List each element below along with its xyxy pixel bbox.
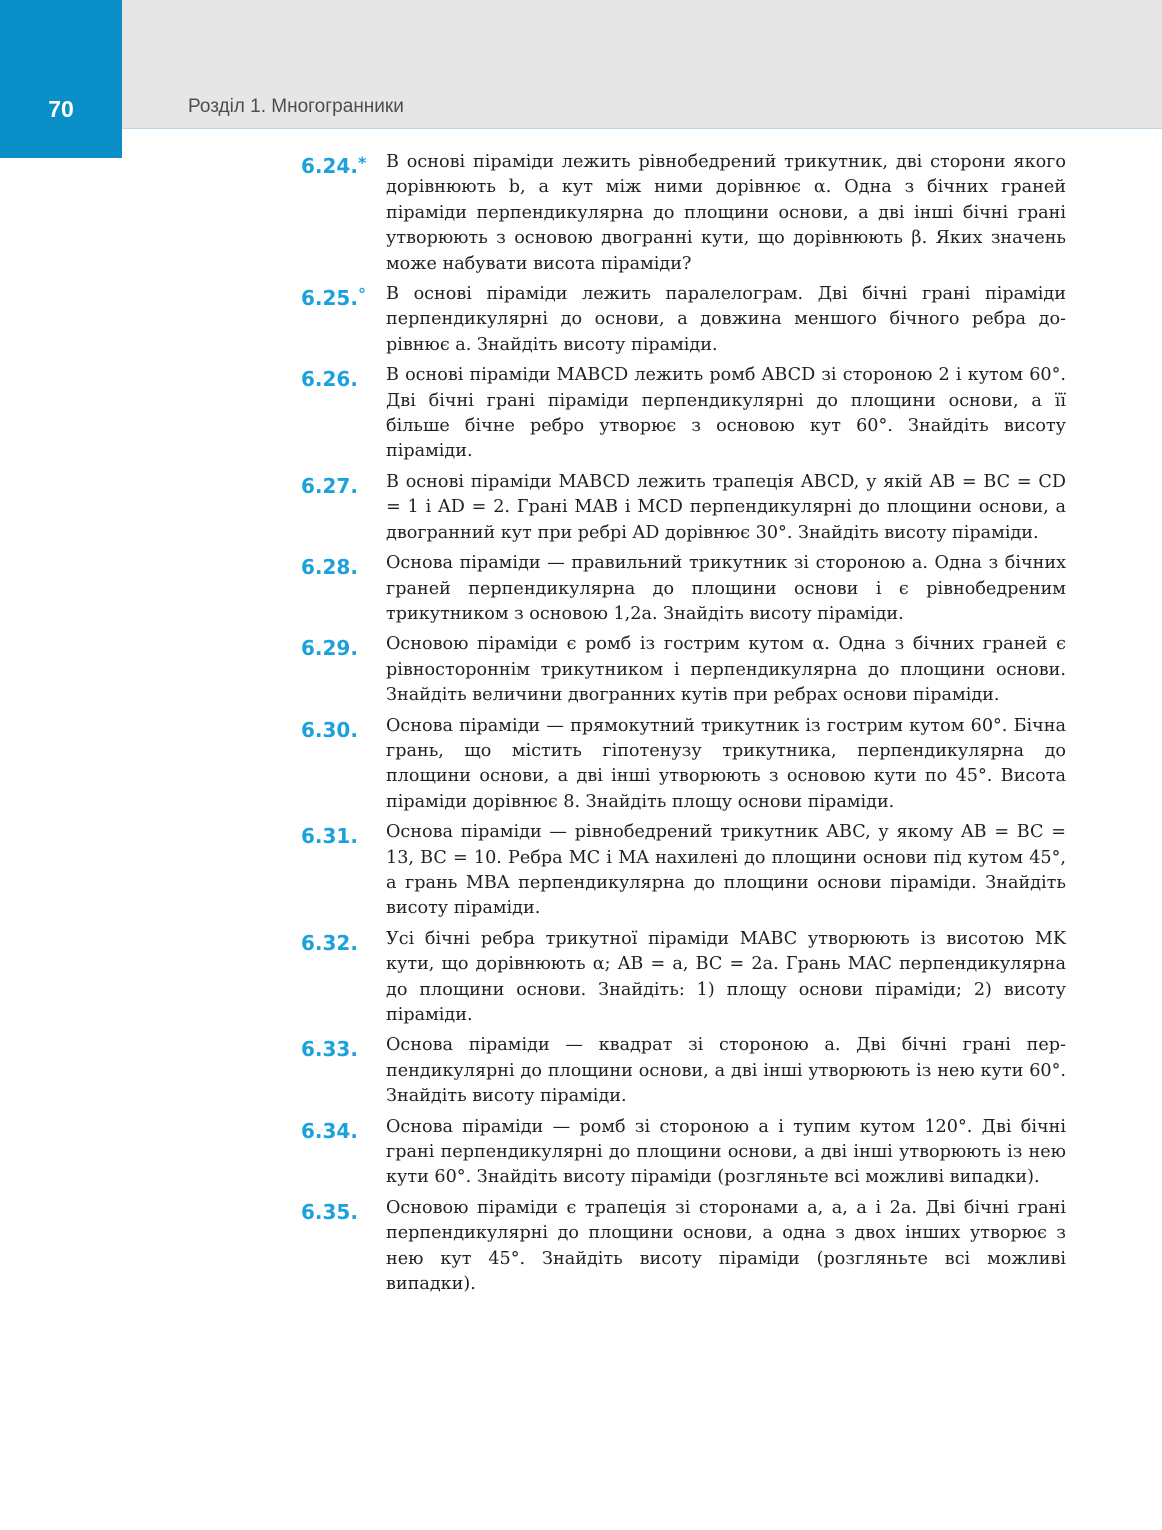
problem-number: 6.27. xyxy=(301,473,358,498)
problem-number: 6.34. xyxy=(301,1118,358,1143)
problem-text: Основою піраміди є трапеція зі сторонами a, a, a і 2a. Дві бічні грані перпендикулярні до площини основи, а одна з двох інших утворює з нею кут 45°. Знайдіть висоту піраміди (розгляньте всі можливі випадки). xyxy=(386,1197,1066,1295)
problem-6-25 xyxy=(0,282,1162,358)
problem-6-32 xyxy=(0,927,1162,1029)
problem-list xyxy=(0,150,1162,1302)
problem-text: Основою піраміди є ромб із гострим кутом α. Одна з бічних граней є рівностороннім трикутником і перпендикулярна до площини основи. Знайдіть величини двогранних кутів при ребрах основи піраміди. xyxy=(386,634,1066,706)
problem-text: Усі бічні ребра трикутної піраміди MABC утворюють із висотою MK кути, що дорівнюють α; AB = a, BC = 2a. Грань MAC перпендикулярна до площини основи. Знайдіть: 1) площу основи піраміди; 2) висоту піраміди. xyxy=(386,928,1066,1025)
problem-number: 6.32. xyxy=(301,930,358,955)
problem-6-24 xyxy=(0,150,1162,277)
problem-number: 6.24.* xyxy=(301,153,367,178)
difficulty-mark: * xyxy=(357,153,367,172)
page-number-tab xyxy=(0,0,122,158)
problem-6-29 xyxy=(0,632,1162,708)
problem-text: Основа піраміди — правильний трикутник зі стороною a. Одна з бічних граней перпендикулярна до площини основи і є рівнобедреним трикутником з основою 1,2a. Знайдіть висоту піраміди. xyxy=(386,553,1066,624)
problem-text: Основа піраміди — прямокутний трикутник із гострим кутом 60°. Бічна грань, що містить гіпотенузу трикутника, перпендикулярна до площини основи, а дві інші утворюють з основою кути по 45°. Висота піраміди дорівнює 8. Знайдіть площу основи піраміди. xyxy=(386,715,1066,812)
problem-number: 6.28. xyxy=(301,555,358,580)
problem-number: 6.30. xyxy=(301,717,358,742)
problem-number: 6.26. xyxy=(301,367,358,392)
problem-text: Основа піраміди — рівнобедрений трикутник ABC, у якому AB = BC = 13, BC = 10. Ребра MC і MA нахилені до площини основи під кутом 45°, а грань MBA перпендикулярна до площини основи піраміди. Знайдіть висоту піраміди. xyxy=(386,822,1066,919)
difficulty-mark: ° xyxy=(357,285,366,305)
problem-6-31 xyxy=(0,820,1162,922)
problem-6-34 xyxy=(0,1115,1162,1191)
problem-number: 6.25.° xyxy=(301,285,366,311)
problem-text: В основі піраміди лежить рівнобедрений трикутник, дві сторони якого дорівнюють b, а кут між ними дорівнює α. Одна з бічних граней піраміди перпендикулярна до площини основи, а дві інші бічні грані утворюють з основою двогранні кути, що дорівнюють β. Яких значень може набувати висота піраміди? xyxy=(386,152,1066,274)
problem-number: 6.35. xyxy=(301,1199,358,1224)
problem-6-33 xyxy=(0,1033,1162,1109)
problem-6-27 xyxy=(0,470,1162,546)
problem-text: Основа піраміди — ромб зі стороною a і тупим кутом 120°. Дві бічні грані перпендикулярні до площини основи, а дві інші утворюють із нею кути 60°. Знайдіть висоту піраміди (розгляньте всі можливі випадки). xyxy=(386,1116,1066,1188)
problem-text: В основі піраміди MABCD лежить ромб ABCD зі стороною 2 і кутом 60°. Дві бічні грані піраміди перпендикулярні до площини основи, а її більше бічне ребро утворює з основою кут 60°. Знайдіть висоту піраміди. xyxy=(386,365,1066,462)
problem-text: В основі піраміди лежить паралелограм. Дві бічні грані піраміди перпендикулярні до основи, а довжина меншого бічного ребра дорівнює a. Знайдіть висоту піраміди. xyxy=(386,284,1066,355)
problem-number: 6.29. xyxy=(301,636,358,661)
problem-number: 6.33. xyxy=(301,1037,358,1062)
header-band xyxy=(0,0,1162,129)
page-number: 70 xyxy=(48,96,74,122)
chapter-title: Розділ 1. Многогранники xyxy=(188,96,404,117)
problem-number: 6.31. xyxy=(301,824,358,849)
problem-6-26 xyxy=(0,363,1162,465)
problem-text: Основа піраміди — квадрат зі стороною a. Дві бічні грані перпендикулярні до площини основи, а дві інші утворюють із нею кути 60°. Знайдіть висоту піраміди. xyxy=(386,1035,1066,1107)
problem-6-28 xyxy=(0,551,1162,627)
problem-text: В основі піраміди MABCD лежить трапеція ABCD, у якій AB = BC = CD = 1 і AD = 2. Грані MAB і MCD перпендикулярні до площини основи, а двогранний кут при ребрі AD дорівнює 30°. Знайдіть висоту піраміди. xyxy=(386,471,1066,543)
problem-6-35 xyxy=(0,1196,1162,1298)
problem-6-30 xyxy=(0,714,1162,816)
